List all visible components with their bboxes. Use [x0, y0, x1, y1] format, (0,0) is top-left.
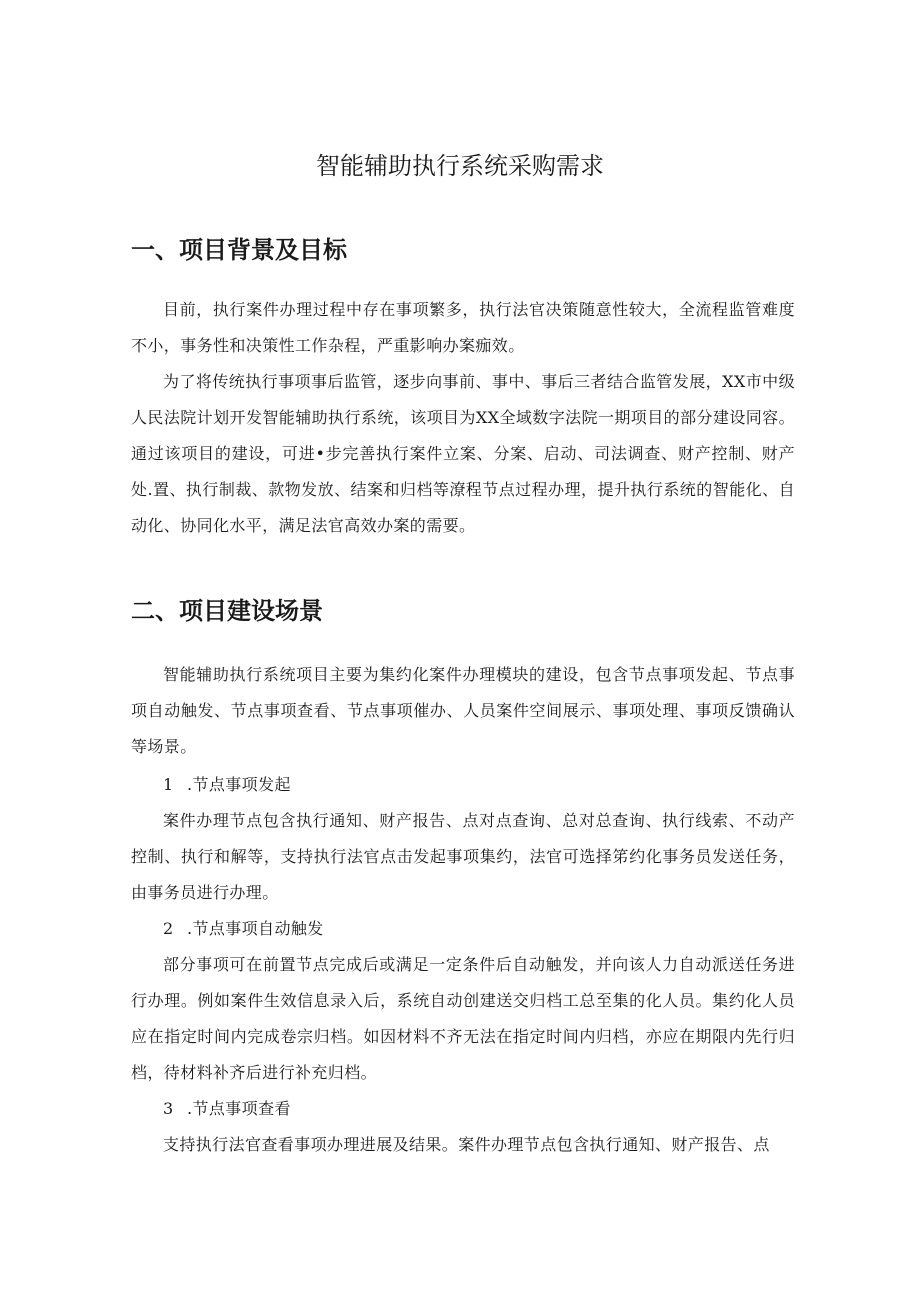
section-1-heading: 一、项目背景及目标	[131, 236, 347, 264]
item-2-text: 部分事项可在前置节点完成后或满足一定条件后自动触发，并向该人力自动派送任务进行办理。例如案件生效信息录入后，系统自动创建送交归档工总至集的化人员。集约化人员应在指定时间内完成卷宗归档。如因材料不齐无法在指定时间内归档，亦应在期限内先行归档，待材料补齐后进行补充归档。	[131, 955, 795, 1082]
section-2-heading: 二、项目建设场景	[131, 597, 323, 625]
item-1-text: 案件办理节点包含执行通知、财产报告、点对点查询、总对总查询、执行线索、不动产控制、执行和解等，支持执行法官点击发起事项集约，法官可选择笫约化事务员发送任务，由事务员进行办理。	[131, 811, 795, 902]
item-3-number: 3	[163, 1099, 174, 1118]
item-1-title-text: .节点事项发起	[187, 775, 291, 794]
item-2-title	[163, 911, 324, 947]
item-2-title-text: .节点事项自动触发	[187, 919, 324, 938]
item-1-title	[163, 767, 291, 803]
section-2-intro: 智能辅助执行系统项目主要为集约化案件办理模块的建设，包含节点事项发起、节点事项自动触发、节点事项查看、节点事项催办、人员案件空间展示、事项处理、事项反馈确认等场景。	[131, 665, 795, 756]
document-title: 智能辅助执行系统采购需求	[316, 152, 604, 180]
item-3-title	[163, 1091, 291, 1127]
item-1-number: 1	[163, 775, 174, 794]
item-2-number: 2	[163, 919, 174, 938]
section-1-paragraph-2: 为了将传统执行事项事后监管，逐步向事前、事中、事后三者结合监管发展，XX市中级人民法院计划开发智能辅助执行系统，该项目为XX全域数字法院一期项目的部分建设同容。通过该项目的建设，可进•步完善执行案件立案、分案、启动、司法调查、财产控制、财产处.置、执行制裁、款物发放、结案和归档等潦程节点过程办理，提升执行系统的智能化、自动化、协同化水平，满足法官高效办案的需要。	[131, 372, 795, 535]
section-1-paragraph-1: 目前，执行案件办理过程中存在事项繁多，执行法官决策随意性较大，全流程监管难度不小，事务性和决策性工作杂程，严重影响办案痂效。	[131, 300, 795, 355]
item-3-text: 支持执行法官查看事项办理进展及结果。案件办理节点包含执行通知、财产报告、点	[163, 1135, 770, 1154]
item-3-title-text: .节点事项查看	[187, 1099, 291, 1118]
